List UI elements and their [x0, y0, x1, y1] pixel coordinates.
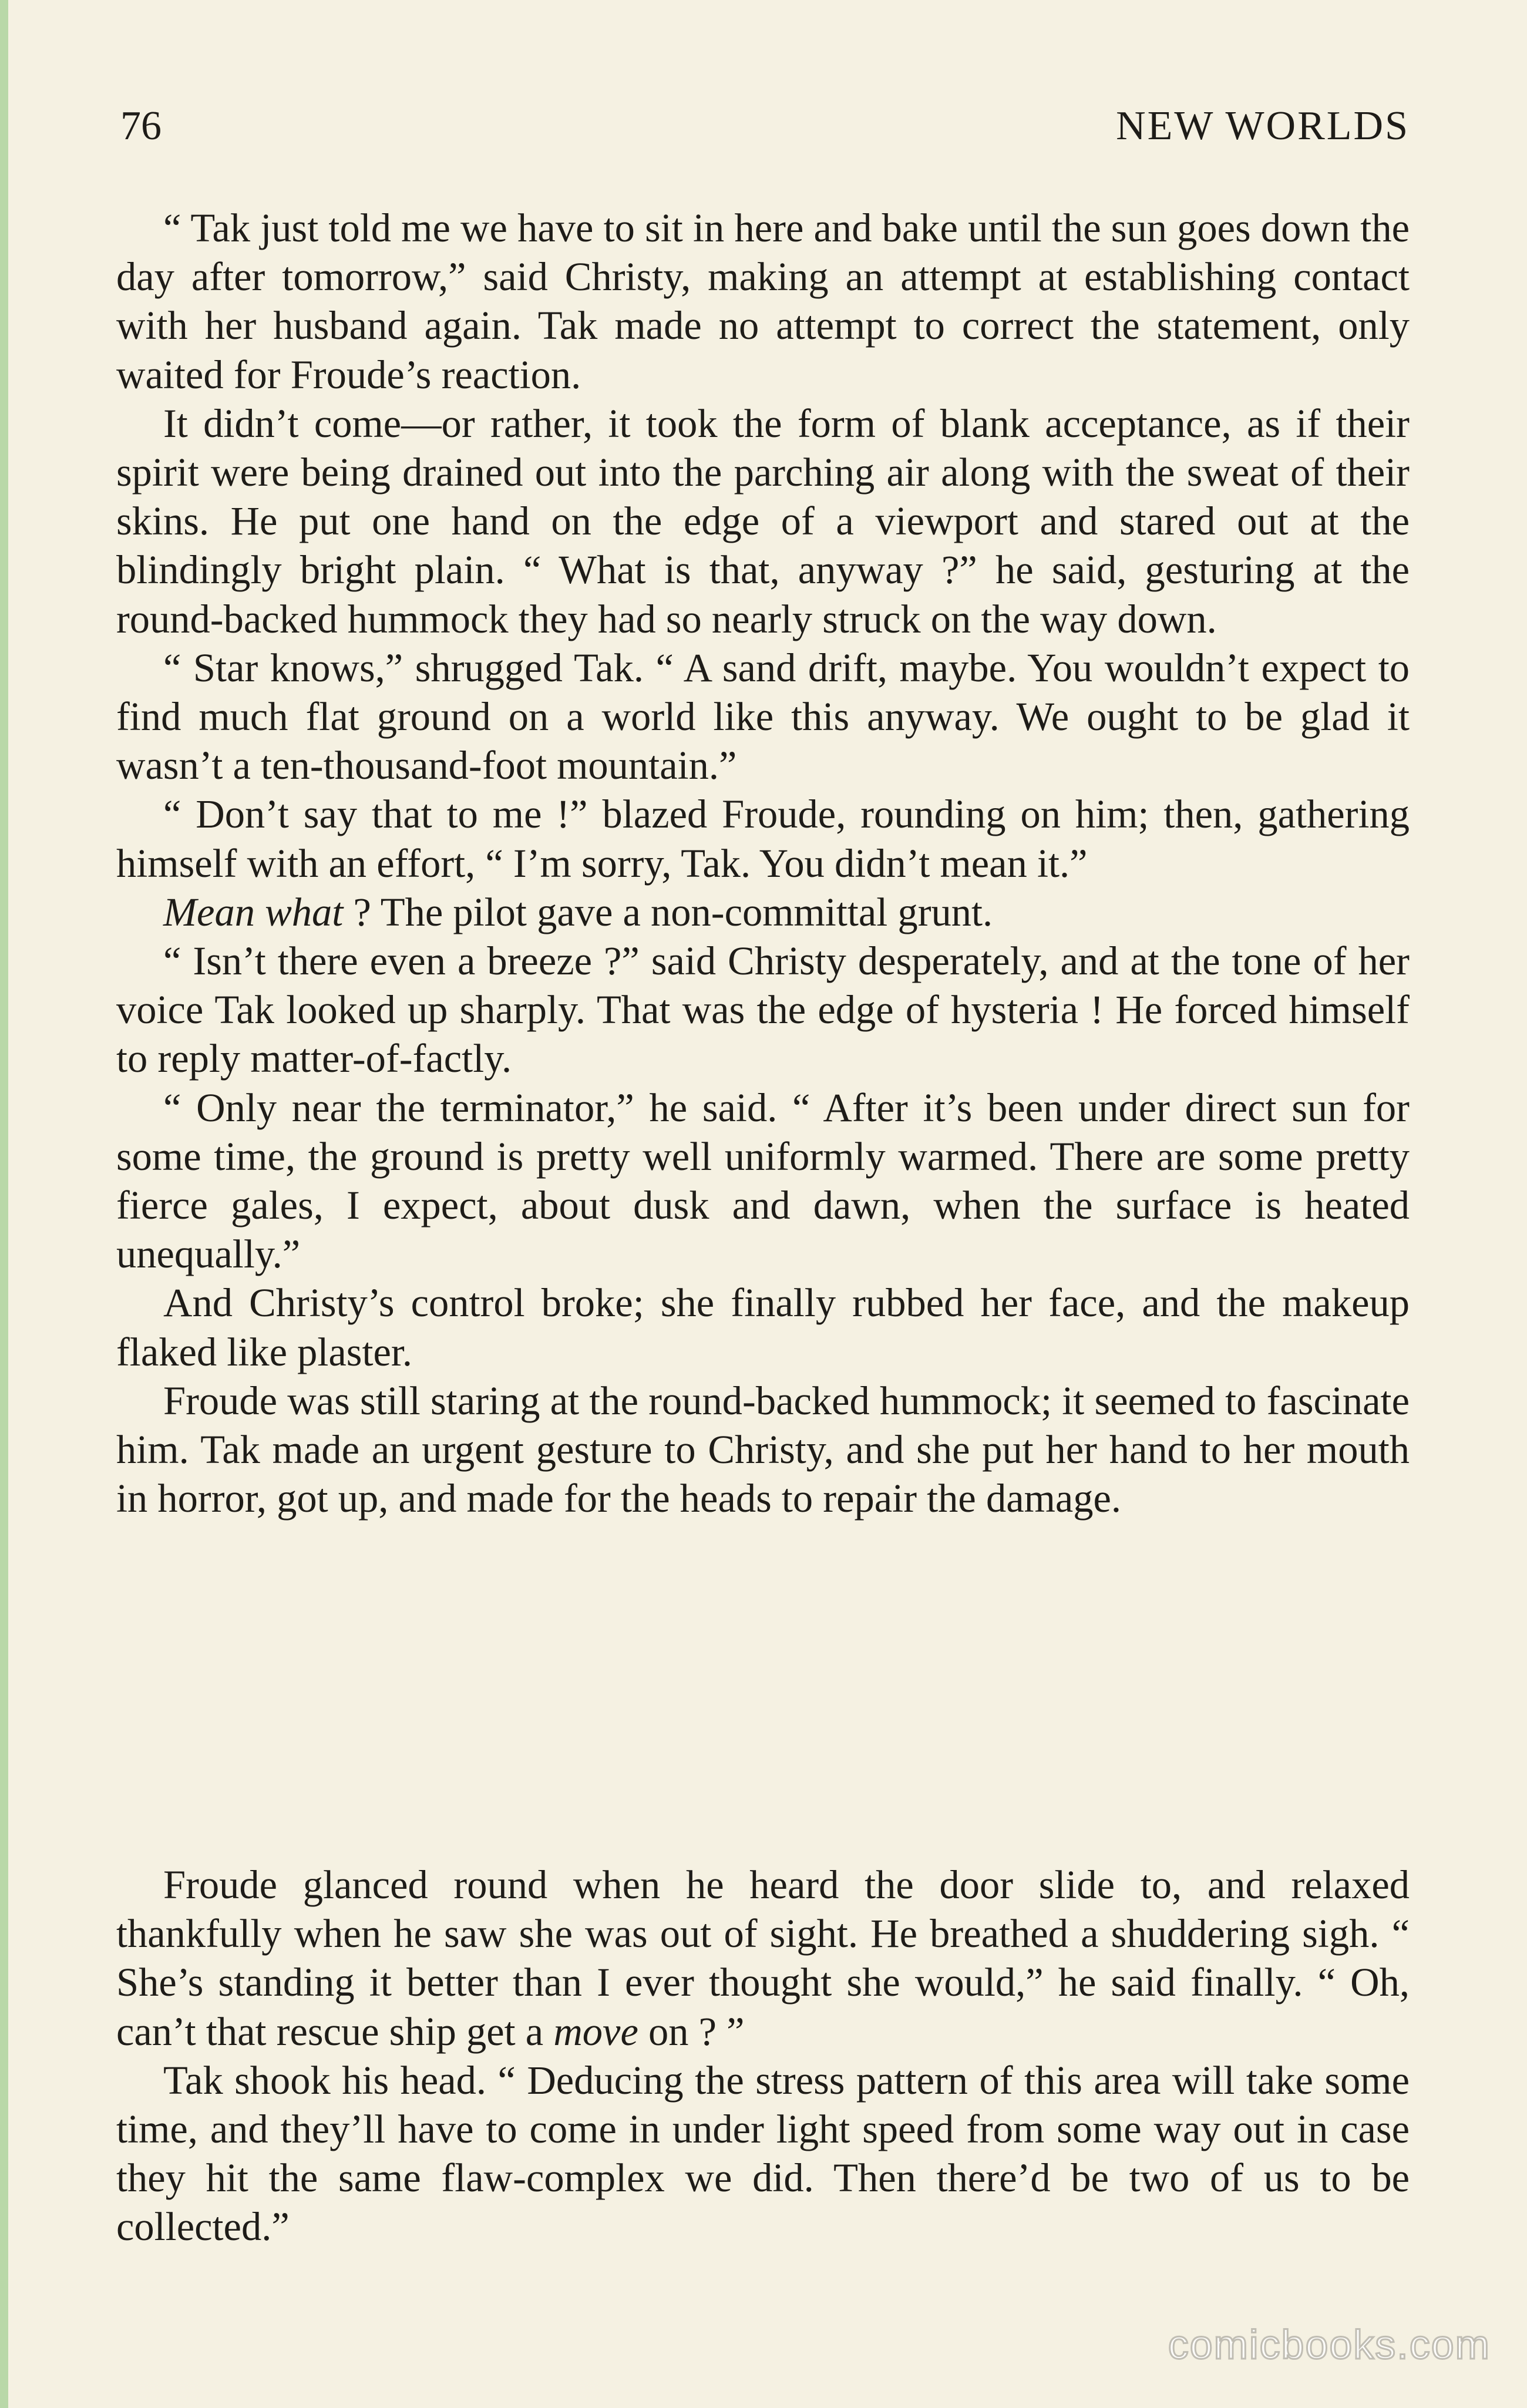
text-block-2: [116, 1861, 1410, 2252]
paragraph: “ Tak just told me we have to sit in here and bake until the sun goes down the day after tomorrow,” said Christy, making an attempt at establishing contact with her husband again. Tak made no attempt to correct the statement, only waited for Froude’s reaction.: [116, 206, 1410, 397]
watermark: comicbooks.com: [1168, 2322, 1491, 2367]
paragraph: Froude was still staring at the round-backed hummock; it seemed to fascinate him. Tak made an urgent gesture to Christy, and she put her hand to her mouth in horror, got up, and made for the heads to repair the damage.: [116, 1378, 1410, 1521]
paragraph-text: ? The pilot gave a non-committal grunt.: [343, 889, 993, 934]
paragraph: And Christy’s control broke; she finally rubbed her face, and the makeup flaked like plaster.: [116, 1280, 1410, 1374]
text-block-1: [116, 204, 1410, 1523]
page-header: [120, 103, 1410, 162]
paragraph: “ Don’t say that to me !” blazed Froude, rounding on him; then, gathering himself with an effort, “ I’m sorry, Tak. You didn’t mean it.”: [116, 792, 1410, 886]
italic-text: Mean what: [163, 889, 344, 934]
paragraph: Tak shook his head. “ Deducing the stress pattern of this area will take some time, and they’ll have to come in under light speed from some way out in case they hit the same flaw-complex we did. Then there’d be two of us to be collected.”: [116, 2057, 1410, 2249]
paragraph: [116, 1861, 1410, 2056]
paragraph: It didn’t come—or rather, it took the form of blank acceptance, as if their spirit were being drained out into the parching air along with the sweat of their skins. He put one hand on the edge of a viewport and stared out at the blindingly bright plain. “ What is that, anyway ?” he said, gesturing at the round-backed hummock they had so nearly struck on the way down.: [116, 401, 1410, 641]
page-number: 76: [120, 103, 162, 149]
paragraph: [116, 888, 1410, 937]
page-spine-edge: [0, 0, 8, 2408]
paragraph: “ Star knows,” shrugged Tak. “ A sand drift, maybe. You wouldn’t expect to find much flat ground on a world like this anyway. We ought to be glad it wasn’t a ten-thousand-foot mountain.”: [116, 645, 1410, 788]
paragraph: “ Only near the terminator,” he said. “ After it’s been under direct sun for some time, the ground is pretty well uniformly warmed. There are some pretty fierce gales, I expect, about dusk and dawn, when the surface is heated unequally.”: [116, 1085, 1410, 1277]
paragraph: “ Isn’t there even a breeze ?” said Christy desperately, and at the tone of her voice Tak looked up sharply. That was the edge of hysteria ! He forced himself to reply matter-of-factly.: [116, 939, 1410, 1081]
running-head: NEW WORLDS: [1116, 103, 1410, 149]
paragraph-text: Froude glanced round when he heard the door slide to, and relaxed thankfully when he saw she was out of sight. He breathed a shuddering sigh. “ She’s standing it better than I ever thought she would,” he said finally. “ Oh, can’t that rescue ship get a: [116, 1862, 1410, 2054]
paragraph-text: on ? ”: [638, 2009, 745, 2054]
italic-text: move: [553, 2009, 638, 2054]
